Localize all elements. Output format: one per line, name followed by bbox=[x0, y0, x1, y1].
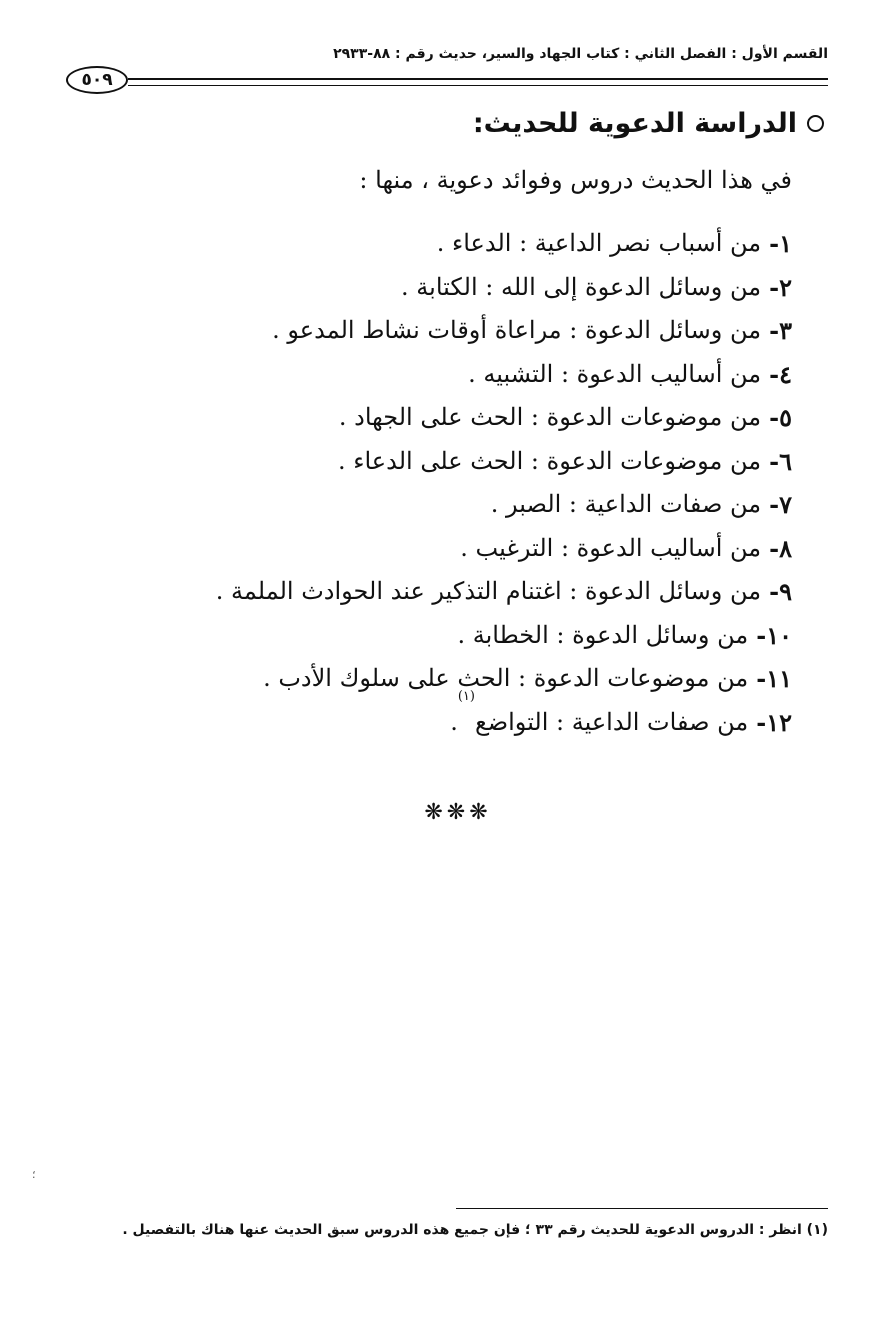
list-item bbox=[150, 396, 792, 440]
item-number: ٥- bbox=[769, 403, 792, 432]
item-text: من موضوعات الدعوة : الحث على سلوك الأدب . bbox=[263, 664, 749, 692]
item-number: ٩- bbox=[769, 577, 792, 606]
running-header: القسم الأول : الفصل الثاني : كتاب الجهاد والسير، حديث رقم : ٨٨-٢٩٣٣ bbox=[333, 46, 828, 62]
lessons-list bbox=[150, 222, 792, 744]
list-item bbox=[150, 527, 792, 571]
page-number-badge: ٥٠٩ bbox=[66, 66, 128, 94]
item-text: من صفات الداعية : التواضع bbox=[474, 707, 749, 736]
item-number: ٣- bbox=[769, 316, 792, 345]
list-item bbox=[150, 570, 792, 614]
list-item bbox=[150, 483, 792, 527]
item-number: ٧- bbox=[769, 490, 792, 519]
margin-mark: ؛ bbox=[32, 1168, 36, 1181]
item-number: ٢- bbox=[769, 272, 792, 302]
item-number: ١٠- bbox=[756, 620, 792, 650]
header-rule bbox=[128, 78, 828, 86]
item-number: ٦- bbox=[769, 446, 792, 476]
item-text: من أساليب الدعوة : الترغيب . bbox=[460, 533, 762, 562]
item-tail: . bbox=[450, 707, 458, 736]
list-item bbox=[150, 614, 792, 658]
item-text: من أسباب نصر الداعية : الدعاء . bbox=[436, 229, 762, 257]
item-text: من وسائل الدعوة : الخطابة . bbox=[457, 620, 749, 649]
list-item bbox=[150, 353, 792, 397]
item-text: من وسائل الدعوة : مراعاة أوقات نشاط المدعو . bbox=[272, 316, 762, 344]
footnote-rule bbox=[456, 1208, 828, 1209]
item-text: من موضوعات الدعوة : الحث على الدعاء . bbox=[337, 446, 762, 475]
item-text: من وسائل الدعوة إلى الله : الكتابة . bbox=[401, 272, 762, 301]
item-number: ١٢- bbox=[756, 707, 792, 737]
intro-paragraph: في هذا الحديث دروس وفوائد دعوية ، منها : bbox=[359, 166, 792, 194]
item-text: من موضوعات الدعوة : الحث على الجهاد . bbox=[338, 403, 762, 431]
item-text: من صفات الداعية : الصبر . bbox=[490, 490, 762, 518]
item-text: من وسائل الدعوة : اغتنام التذكير عند الحوادث الملمة . bbox=[215, 577, 762, 605]
footnote-marker[interactable]: (١) bbox=[457, 688, 475, 704]
footnote-text: (١) انظر : الدروس الدعوية للحديث رقم ٣٣ ؛ فإن جميع هذه الدروس سبق الحديث عنها هناك بالتفصيل . bbox=[122, 1222, 828, 1238]
item-number: ١- bbox=[769, 229, 792, 258]
list-item bbox=[150, 266, 792, 310]
list-item bbox=[150, 222, 792, 266]
item-number: ٨- bbox=[769, 533, 792, 563]
item-text: من أساليب الدعوة : التشبيه . bbox=[468, 359, 762, 388]
section-separator: ❋❋❋ bbox=[424, 800, 492, 825]
item-number: ٤- bbox=[769, 359, 792, 389]
list-item bbox=[150, 309, 792, 353]
circle-bullet-icon bbox=[807, 115, 824, 132]
section-title: الدراسة الدعوية للحديث: bbox=[472, 108, 797, 139]
list-item bbox=[150, 688, 792, 745]
item-number: ١١- bbox=[756, 664, 792, 693]
section-heading bbox=[473, 108, 824, 139]
list-item bbox=[150, 440, 792, 484]
